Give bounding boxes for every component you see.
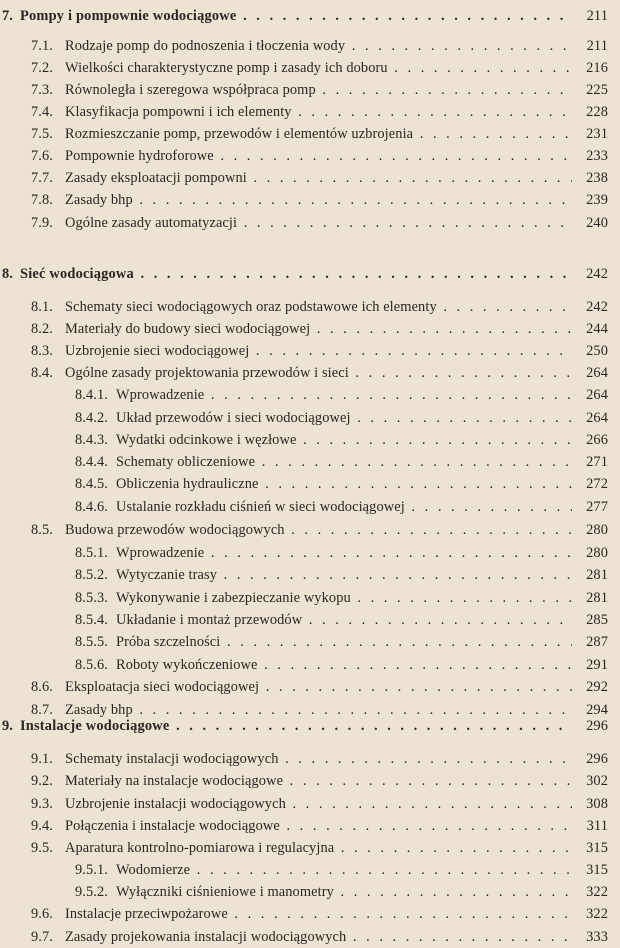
entry-page-number: 239 (586, 192, 608, 208)
entry-title: Wydatki odcinkowe i węzłowe . . . (116, 429, 572, 451)
toc-section (0, 903, 620, 925)
entry-number: 8.4.5. (75, 476, 108, 492)
entry-page-number: 211 (586, 38, 608, 54)
entry-page-number: 315 (586, 862, 608, 878)
entry-number: 8.7. (31, 702, 53, 718)
entry-title: Wytyczanie trasy . . . (116, 564, 572, 586)
entry-title: Eksploatacja sieci wodociągowej . . . (65, 676, 572, 698)
entry-number: 8. (2, 266, 13, 282)
toc-section (0, 748, 620, 770)
entry-page-number: 225 (586, 82, 608, 98)
entry-page-number: 242 (586, 266, 608, 282)
entry-page-number: 264 (586, 365, 608, 381)
entry-number: 8.5.6. (75, 657, 108, 673)
entry-number: 9.4. (31, 818, 53, 834)
toc-section (0, 57, 620, 79)
entry-number: 7.4. (31, 104, 53, 120)
entry-page-number: 231 (586, 126, 608, 142)
entry-page-number: 311 (586, 818, 608, 834)
entry-number: 8.1. (31, 299, 53, 315)
entry-title: Schematy sieci wodociągowych oraz podstawowe ich elementy . . . (65, 296, 572, 318)
entry-page-number: 271 (586, 454, 608, 470)
toc-chapter (0, 263, 620, 285)
entry-title: Aparatura kontrolno-pomiarowa i regulacyjna . . . (65, 837, 572, 859)
entry-number: 9.2. (31, 773, 53, 789)
entry-number: 8.5.1. (75, 545, 108, 561)
toc-section (0, 145, 620, 167)
entry-number: 9.5. (31, 840, 53, 856)
entry-number: 7. (2, 8, 13, 24)
toc-subsection (0, 451, 620, 473)
toc-subsection (0, 407, 620, 429)
entry-page-number: 322 (586, 884, 608, 900)
entry-page-number: 216 (586, 60, 608, 76)
entry-title: Wykonywanie i zabezpieczanie wykopu . . . (116, 587, 572, 609)
entry-title: Uzbrojenie sieci wodociągowej . . . (65, 340, 572, 362)
toc-section (0, 676, 620, 698)
entry-number: 8.5.2. (75, 567, 108, 583)
toc-section (0, 340, 620, 362)
entry-title: Układanie i montaż przewodów . . . (116, 609, 572, 631)
entry-title: Wyłączniki ciśnieniowe i manometry . . . (116, 881, 572, 903)
entry-page-number: 264 (586, 387, 608, 403)
toc-section (0, 362, 620, 384)
entry-page-number: 308 (586, 796, 608, 812)
entry-title: Połączenia i instalacje wodociągowe . . . (65, 815, 572, 837)
entry-page-number: 242 (586, 299, 608, 315)
entry-number: 8.5.4. (75, 612, 108, 628)
entry-title: Klasyfikacja pompowni i ich elementy . . . (65, 101, 572, 123)
entry-page-number: 244 (586, 321, 608, 337)
toc-section (0, 212, 620, 234)
entry-title: Wielkości charakterystyczne pomp i zasady ich doboru . . . (65, 57, 572, 79)
entry-number: 7.3. (31, 82, 53, 98)
entry-title: Zasady bhp . . . (65, 189, 572, 211)
entry-page-number: 211 (586, 8, 608, 24)
toc-subsection (0, 429, 620, 451)
entry-title: Zasady bhp . . . (65, 699, 572, 721)
toc-subsection (0, 587, 620, 609)
entry-number: 9.7. (31, 929, 53, 945)
entry-page-number: 333 (586, 929, 608, 945)
entry-page-number: 322 (586, 906, 608, 922)
entry-page-number: 233 (586, 148, 608, 164)
entry-number: 8.4.1. (75, 387, 108, 403)
entry-title: Materiały do budowy sieci wodociągowej . . . (65, 318, 572, 340)
entry-title: Materiały na instalacje wodociągowe . . . (65, 770, 572, 792)
toc-subsection (0, 564, 620, 586)
toc-subsection (0, 542, 620, 564)
entry-page-number: 285 (586, 612, 608, 628)
entry-page-number: 240 (586, 215, 608, 231)
entry-title: Wprowadzenie . . . (116, 542, 572, 564)
entry-number: 8.5. (31, 522, 53, 538)
entry-number: 7.2. (31, 60, 53, 76)
entry-title: Rodzaje pomp do podnoszenia i tłoczenia wody . . . (65, 35, 572, 57)
entry-number: 8.4.3. (75, 432, 108, 448)
entry-page-number: 280 (586, 545, 608, 561)
entry-title: Pompownie hydroforowe . . . (65, 145, 572, 167)
toc-chapter (0, 5, 620, 27)
toc-section (0, 318, 620, 340)
toc-section (0, 101, 620, 123)
entry-title: Pompy i pompownie wodociągowe . . . (20, 5, 572, 27)
entry-title: Ustalanie rozkładu ciśnień w sieci wodociągowej . . . (116, 496, 572, 518)
toc-section (0, 296, 620, 318)
entry-number: 7.8. (31, 192, 53, 208)
entry-number: 9.6. (31, 906, 53, 922)
toc-section (0, 123, 620, 145)
entry-number: 9.3. (31, 796, 53, 812)
entry-number: 8.6. (31, 679, 53, 695)
entry-page-number: 264 (586, 410, 608, 426)
toc-section (0, 815, 620, 837)
entry-page-number: 296 (586, 751, 608, 767)
entry-number: 8.4.6. (75, 499, 108, 515)
entry-title: Układ przewodów i sieci wodociągowej . . . (116, 407, 572, 429)
entry-number: 7.5. (31, 126, 53, 142)
entry-title: Równoległa i szeregowa współpraca pomp . . . (65, 79, 572, 101)
entry-number: 7.7. (31, 170, 53, 186)
toc-subsection (0, 859, 620, 881)
entry-page-number: 281 (586, 590, 608, 606)
entry-number: 9.5.2. (75, 884, 108, 900)
toc-subsection (0, 496, 620, 518)
entry-title: Rozmieszczanie pomp, przewodów i elementów uzbrojenia . . . (65, 123, 572, 145)
toc-subsection (0, 609, 620, 631)
entry-number: 7.9. (31, 215, 53, 231)
toc-section (0, 519, 620, 541)
entry-page-number: 250 (586, 343, 608, 359)
entry-number: 9.1. (31, 751, 53, 767)
entry-title: Roboty wykończeniowe . . . (116, 654, 572, 676)
entry-page-number: 291 (586, 657, 608, 673)
entry-title: Ogólne zasady projektowania przewodów i sieci . . . (65, 362, 572, 384)
entry-number: 9.5.1. (75, 862, 108, 878)
entry-page-number: 228 (586, 104, 608, 120)
entry-page-number: 287 (586, 634, 608, 650)
toc-subsection (0, 654, 620, 676)
entry-title: Wodomierze . . . (116, 859, 572, 881)
toc-section (0, 926, 620, 948)
entry-page-number: 315 (586, 840, 608, 856)
entry-title: Ogólne zasady automatyzacji . . . (65, 212, 572, 234)
entry-title: Budowa przewodów wodociągowych . . . (65, 519, 572, 541)
toc-subsection (0, 384, 620, 406)
entry-number: 8.4. (31, 365, 53, 381)
entry-title: Sieć wodociągowa . . . (20, 263, 572, 285)
entry-number: 8.5.5. (75, 634, 108, 650)
entry-title: Próba szczelności . . . (116, 631, 572, 653)
toc-section (0, 837, 620, 859)
toc-subsection (0, 631, 620, 653)
entry-page-number: 280 (586, 522, 608, 538)
entry-title: Instalacje wodociągowe . . . (20, 715, 572, 737)
entry-number: 7.6. (31, 148, 53, 164)
toc-section (0, 770, 620, 792)
toc-section (0, 167, 620, 189)
entry-title: Wprowadzenie . . . (116, 384, 572, 406)
toc-section (0, 35, 620, 57)
entry-title: Obliczenia hydrauliczne . . . (116, 473, 572, 495)
entry-title: Schematy obliczeniowe . . . (116, 451, 572, 473)
entry-page-number: 296 (586, 718, 608, 734)
entry-title: Zasady eksploatacji pompowni . . . (65, 167, 572, 189)
entry-page-number: 272 (586, 476, 608, 492)
toc-subsection (0, 473, 620, 495)
entry-page-number: 302 (586, 773, 608, 789)
entry-page-number: 292 (586, 679, 608, 695)
toc-section (0, 79, 620, 101)
entry-page-number: 281 (586, 567, 608, 583)
entry-title: Instalacje przeciwpożarowe . . . (65, 903, 572, 925)
toc-section (0, 793, 620, 815)
entry-number: 9. (2, 718, 13, 734)
entry-title: Zasady projekowania instalacji wodociągowych . . . (65, 926, 572, 948)
entry-page-number: 277 (586, 499, 608, 515)
toc-chapter (0, 715, 620, 737)
entry-page-number: 266 (586, 432, 608, 448)
entry-number: 8.4.2. (75, 410, 108, 426)
toc-section (0, 189, 620, 211)
entry-number: 8.4.4. (75, 454, 108, 470)
entry-title: Uzbrojenie instalacji wodociągowych . . . (65, 793, 572, 815)
entry-number: 8.3. (31, 343, 53, 359)
entry-title: Schematy instalacji wodociągowych . . . (65, 748, 572, 770)
entry-page-number: 238 (586, 170, 608, 186)
entry-page-number: 294 (586, 702, 608, 718)
entry-number: 7.1. (31, 38, 53, 54)
entry-number: 8.5.3. (75, 590, 108, 606)
entry-number: 8.2. (31, 321, 53, 337)
toc-subsection (0, 881, 620, 903)
